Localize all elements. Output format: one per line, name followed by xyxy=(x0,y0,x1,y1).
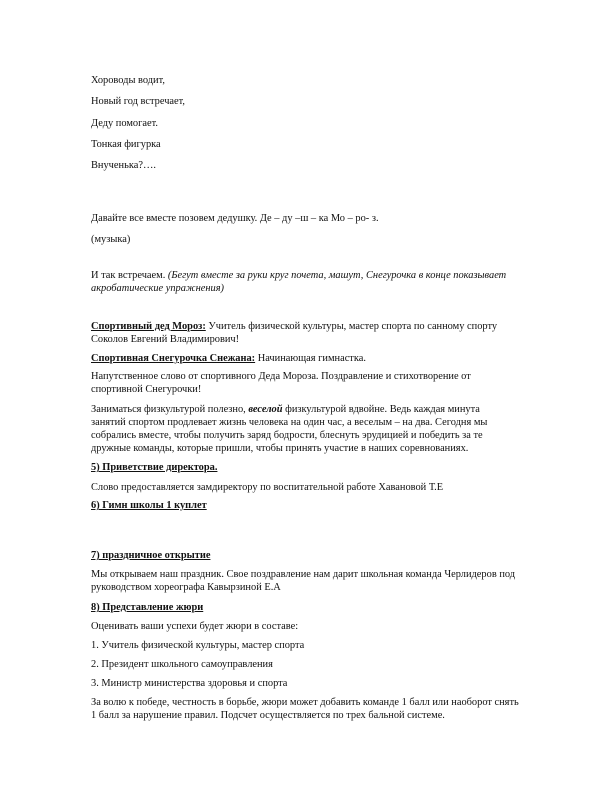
snegurochka-label: Спортивная Снегурочка Снежана: xyxy=(91,353,256,364)
poem-line: Новый год встречает, xyxy=(91,96,186,107)
sport-paragraph-line: дружные команды, которые пришли, чтобы принять участие в наших соревнованиях. xyxy=(91,443,469,454)
jury-member: 1. Учитель физической культуры, мастер спорта xyxy=(91,640,305,651)
section-5-text: Слово предоставляется замдиректору по воспитательной работе Хавановой Т.Е xyxy=(91,482,444,493)
sport-text: Заниматься физкультурой полезно, xyxy=(91,404,249,415)
poem-line: Хороводы водит, xyxy=(91,75,165,86)
greet-plain: И так встречаем. xyxy=(91,270,168,281)
sport-paragraph-line: собрались вместе, чтобы получить заряд бодрости, блеснуть эрудицией и победить за те xyxy=(91,430,483,441)
sport-text: физкультурой вдвойне. Ведь каждая минута xyxy=(282,404,480,415)
poem-line: Тонкая фигурка xyxy=(91,139,161,150)
section-heading-6: 6) Гимн школы 1 куплет xyxy=(91,500,207,511)
jury-member: 3. Министр министерства здоровья и спорта xyxy=(91,678,288,689)
sport-emphasis: веселой xyxy=(248,404,283,415)
section-7-text: Мы открываем наш праздник. Свое поздравление нам дарит школьная команда Черлидеров под xyxy=(91,569,516,580)
music-note: (музыка) xyxy=(91,234,131,245)
sport-paragraph-line xyxy=(91,403,531,416)
scoring-rules: 1 балл за нарушение правил. Подсчет осуществляется по трех бальной системе. xyxy=(91,710,445,721)
poem-line: Внученька?…. xyxy=(91,160,156,171)
sport-paragraph-line: занятий спортом продлевает жизнь человека на один час, а веселым – на два. Сегодня мы xyxy=(91,417,488,428)
jury-intro: Оценивать ваши успехи будет жюри в составе: xyxy=(91,621,299,632)
ded-moroz-paragraph xyxy=(91,320,531,333)
napu-line: спортивной Снегурочки! xyxy=(91,384,202,395)
call-out-line: Давайте все вместе позовем дедушку. Де – ду –ш – ка Мо – ро- з. xyxy=(91,213,379,224)
section-heading-8: 8) Представление жюри xyxy=(91,602,204,613)
section-heading-7: 7) праздничное открытие xyxy=(91,550,211,561)
greet-stage-direction-cont: акробатические упражнения) xyxy=(91,283,225,294)
ded-moroz-label: Спортивный дед Мороз: xyxy=(91,321,206,332)
snegurochka-text: Начинающая гимнастка. xyxy=(255,353,366,364)
ded-moroz-text-cont: Соколов Евгений Владимирович! xyxy=(91,334,240,345)
greet-paragraph xyxy=(91,269,531,282)
jury-member: 2. Президент школьного самоуправления xyxy=(91,659,273,670)
napu-line: Напутственное слово от спортивного Деда Мороза. Поздравление и стихотворение от xyxy=(91,371,471,382)
snegurochka-paragraph xyxy=(91,352,531,365)
scoring-rules: За волю к победе, честность в борьбе, жюри может добавить команде 1 балл или наоборот снять xyxy=(91,697,519,708)
ded-moroz-text: Учитель физической культуры, мастер спорта по санному спорту xyxy=(205,321,498,332)
section-7-text: руководством хореографа Кавырзиной Е.А xyxy=(91,582,281,593)
poem-line: Деду помогает. xyxy=(91,118,158,129)
greet-stage-direction: (Бегут вместе за руки круг почета, машут, Снегурочка в конце показывает xyxy=(167,270,507,281)
section-heading-5: 5) Приветствие директора. xyxy=(91,462,218,473)
